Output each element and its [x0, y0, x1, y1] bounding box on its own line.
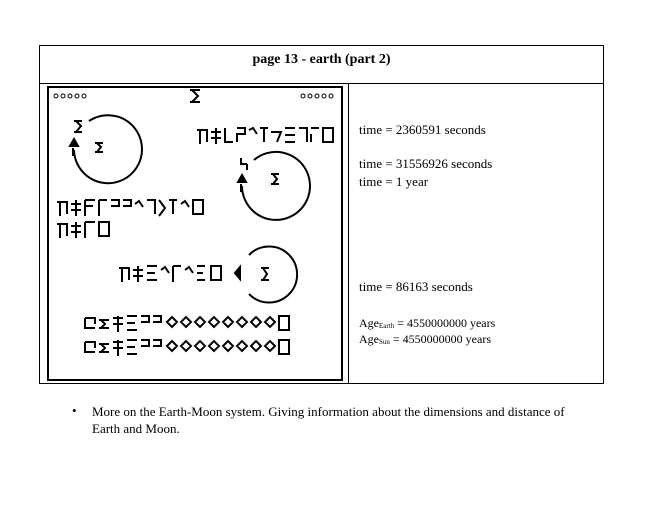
orbit-3 — [235, 247, 297, 303]
figure-cell — [40, 84, 349, 383]
age-earth-prefix: Age — [359, 316, 379, 330]
time-line-3: time = 1 year — [359, 174, 429, 189]
age-sun-prefix: Age — [359, 332, 379, 346]
bullet-point: • — [72, 403, 77, 418]
glyph-row-1 — [197, 128, 333, 144]
age-sun-value: = 4550000000 years — [389, 332, 491, 346]
orbit-1 — [70, 115, 142, 183]
corner-dots-left — [54, 94, 86, 98]
glyph-figure — [49, 88, 341, 379]
time-line-2: time = 31556926 seconds — [359, 156, 493, 171]
content-table — [39, 45, 604, 384]
age-sun-line — [359, 332, 491, 347]
age-earth-subscript: Earth — [379, 322, 395, 330]
age-earth-line — [359, 316, 495, 331]
table-title-row — [40, 46, 603, 84]
time-line-4: time = 86163 seconds — [359, 279, 473, 294]
page-title: page 13 - earth (part 2) — [252, 52, 391, 67]
hourglass-glyph-top — [190, 90, 200, 102]
bullet-text: More on the Earth-Moon system. Giving information about the dimensions and distance of Earth and Moon. — [92, 404, 565, 436]
glyph-row-5 — [85, 340, 289, 356]
glyph-row-4 — [85, 316, 289, 332]
glyph-row-3 — [119, 266, 221, 282]
glyph-figure-frame — [47, 86, 343, 381]
time-line-1: time = 2360591 seconds — [359, 122, 486, 137]
glyph-row-2 — [57, 200, 203, 238]
orbit-2 — [238, 152, 310, 220]
age-sun-subscript: Sun — [379, 338, 390, 346]
age-earth-value: = 4550000000 years — [394, 316, 496, 330]
corner-dots-right — [301, 94, 333, 98]
